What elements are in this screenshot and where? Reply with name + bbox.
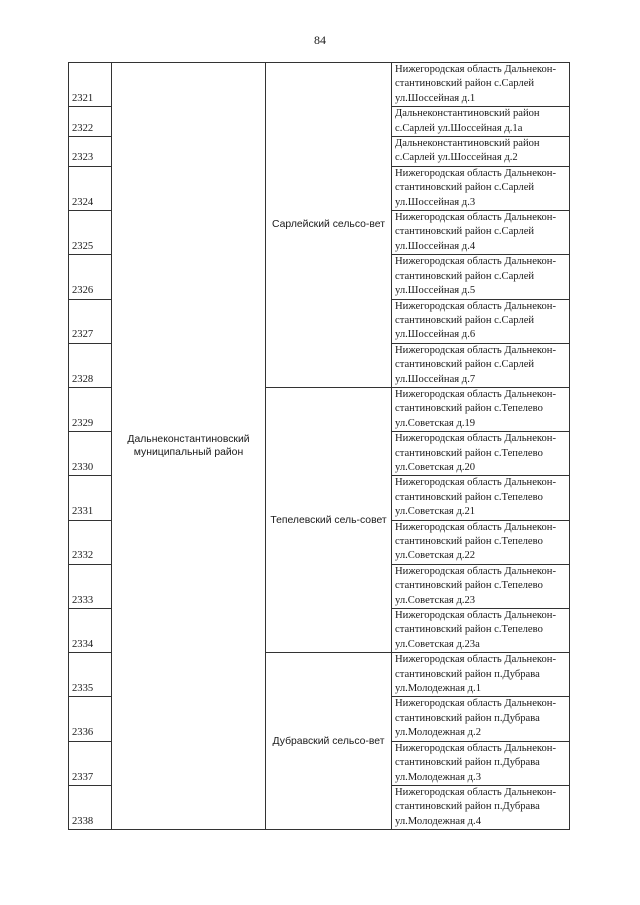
address-line: стантиновский район с.Тепелево bbox=[395, 403, 543, 415]
address-line: Нижегородская область Дальнекон- bbox=[395, 64, 557, 75]
table-row bbox=[69, 63, 570, 107]
address-line: стантиновский район п.Дубрава bbox=[395, 801, 540, 813]
address-line: стантиновский район с.Сарлей bbox=[395, 78, 535, 90]
address-line: стантиновский район с.Тепелево bbox=[395, 580, 543, 592]
address-line: стантиновский район с.Тепелево bbox=[395, 447, 543, 459]
row-number: 2321 bbox=[69, 63, 112, 107]
address-line: стантиновский район с.Тепелево bbox=[395, 536, 543, 547]
address-line: Нижегородская область Дальнекон- bbox=[395, 654, 557, 666]
address-cell bbox=[392, 137, 570, 167]
address-cell bbox=[392, 785, 570, 829]
address-line: Нижегородская область Дальнекон- bbox=[395, 610, 557, 622]
address-cell bbox=[392, 564, 570, 608]
address-line: стантиновский район с.Сарлей bbox=[395, 270, 535, 282]
address-line: ул.Шоссейная д.6 bbox=[395, 329, 476, 341]
address-line: ул.Шоссейная д.7 bbox=[395, 373, 476, 385]
address-line: Дальнеконстантиновский район bbox=[395, 108, 540, 120]
address-line: ул.Советская д.19 bbox=[395, 417, 476, 429]
address-cell bbox=[392, 387, 570, 431]
row-number: 2330 bbox=[69, 432, 112, 476]
district-name: Дальнеконстантиновский муниципальный район bbox=[112, 63, 266, 830]
address-line: Нижегородская область Дальнекон- bbox=[395, 565, 557, 577]
address-line: Нижегородская область Дальнекон- bbox=[395, 300, 557, 312]
address-line: Нижегородская область Дальнекон- bbox=[395, 698, 557, 710]
row-number: 2336 bbox=[69, 697, 112, 741]
address-line: стантиновский район с.Сарлей bbox=[395, 182, 535, 194]
address-cell bbox=[392, 520, 570, 564]
address-line: ул.Советская д.21 bbox=[395, 506, 476, 518]
address-line: Нижегородская область Дальнекон- bbox=[395, 344, 557, 356]
address-line: Нижегородская область Дальнекон- bbox=[395, 477, 557, 489]
row-number: 2328 bbox=[69, 343, 112, 387]
row-number: 2326 bbox=[69, 255, 112, 299]
address-line: стантиновский район п.Дубрава bbox=[395, 757, 540, 769]
address-line: стантиновский район с.Сарлей bbox=[395, 314, 535, 326]
row-number: 2329 bbox=[69, 387, 112, 431]
address-line: ул.Советская д.23а bbox=[395, 638, 480, 650]
address-line: ул.Советская д.20 bbox=[395, 461, 476, 473]
address-cell bbox=[392, 211, 570, 255]
page-number: 84 bbox=[314, 33, 326, 47]
address-line: Нижегородская область Дальнекон- bbox=[395, 521, 557, 533]
address-line: ул.Шоссейная д.3 bbox=[395, 196, 476, 208]
address-cell bbox=[392, 653, 570, 697]
row-number: 2331 bbox=[69, 476, 112, 520]
table-body bbox=[69, 63, 570, 830]
address-line: ул.Молодежная д.4 bbox=[395, 815, 481, 827]
address-cell bbox=[392, 107, 570, 137]
address-line: ул.Шоссейная д.5 bbox=[395, 285, 476, 297]
row-number: 2322 bbox=[69, 107, 112, 137]
address-line: ул.Советская д.23 bbox=[395, 594, 476, 606]
address-line: Нижегородская область Дальнекон- bbox=[395, 167, 557, 179]
address-line: стантиновский район п.Дубрава bbox=[395, 668, 540, 680]
address-line: ул.Молодежная д.3 bbox=[395, 771, 481, 783]
row-number: 2338 bbox=[69, 785, 112, 829]
address-cell bbox=[392, 476, 570, 520]
address-line: стантиновский район с.Тепелево bbox=[395, 624, 543, 636]
address-cell bbox=[392, 741, 570, 785]
row-number: 2327 bbox=[69, 299, 112, 343]
address-cell bbox=[392, 63, 570, 107]
address-line: Нижегородская область Дальнекон- bbox=[395, 742, 557, 754]
address-line: стантиновский район п.Дубрава bbox=[395, 712, 540, 724]
row-number: 2337 bbox=[69, 741, 112, 785]
address-line: с.Сарлей ул.Шоссейная д.1а bbox=[395, 122, 523, 134]
row-number: 2333 bbox=[69, 564, 112, 608]
address-line: Нижегородская область Дальнекон- bbox=[395, 786, 557, 798]
settlement-name: Сарлейский сельсо-вет bbox=[266, 63, 392, 388]
row-number: 2335 bbox=[69, 653, 112, 697]
address-line: Нижегородская область Дальнекон- bbox=[395, 433, 557, 445]
address-cell bbox=[392, 255, 570, 299]
address-cell bbox=[392, 299, 570, 343]
address-cell bbox=[392, 609, 570, 653]
row-number: 2323 bbox=[69, 137, 112, 167]
row-number: 2324 bbox=[69, 166, 112, 210]
address-line: Нижегородская область Дальнекон- bbox=[395, 256, 557, 268]
address-line: стантиновский район с.Сарлей bbox=[395, 359, 535, 371]
address-cell bbox=[392, 432, 570, 476]
address-line: ул.Шоссейная д.1 bbox=[395, 92, 476, 104]
address-cell bbox=[392, 697, 570, 741]
address-line: Нижегородская область Дальнекон- bbox=[395, 212, 557, 224]
address-line: ул.Шоссейная д.4 bbox=[395, 240, 476, 252]
address-line: стантиновский район с.Сарлей bbox=[395, 226, 535, 238]
address-line: стантиновский район с.Тепелево bbox=[395, 491, 543, 503]
address-line: Дальнеконстантиновский район bbox=[395, 138, 540, 150]
address-line: с.Сарлей ул.Шоссейная д.2 bbox=[395, 152, 518, 164]
address-line: ул.Молодежная д.1 bbox=[395, 683, 481, 695]
settlement-name: Тепелевский сель-совет bbox=[266, 387, 392, 652]
row-number: 2332 bbox=[69, 520, 112, 564]
address-line: ул.Советская д.22 bbox=[395, 550, 476, 562]
address-line: Нижегородская область Дальнекон- bbox=[395, 388, 557, 400]
address-registry-table bbox=[68, 62, 570, 830]
settlement-name: Дубравский сельсо-вет bbox=[266, 653, 392, 830]
row-number: 2334 bbox=[69, 609, 112, 653]
address-cell bbox=[392, 343, 570, 387]
row-number: 2325 bbox=[69, 211, 112, 255]
address-line: ул.Молодежная д.2 bbox=[395, 727, 481, 739]
address-cell bbox=[392, 166, 570, 210]
